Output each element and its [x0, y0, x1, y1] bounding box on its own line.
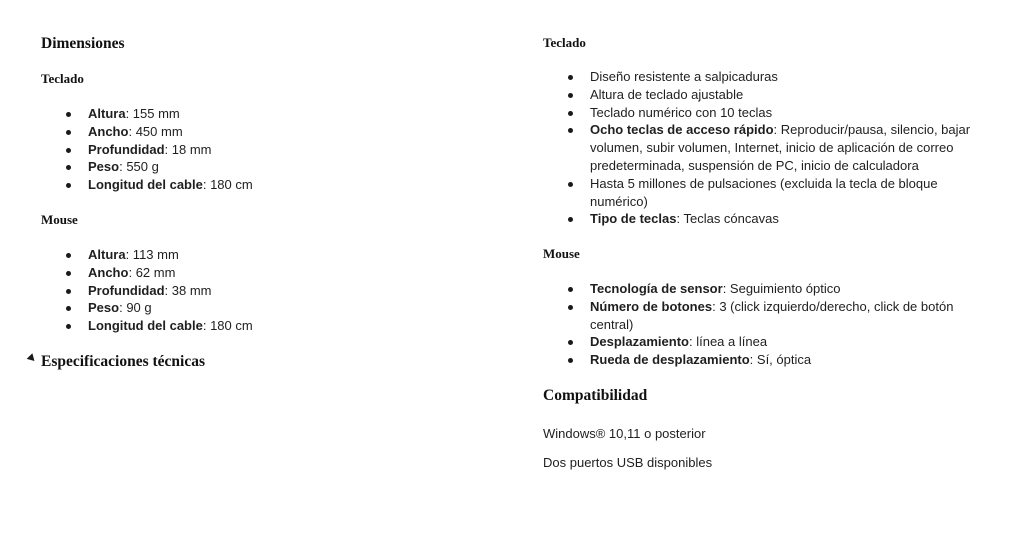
spec-item: Altura: 113 mm	[41, 246, 481, 264]
spec-value: Sí, óptica	[753, 352, 812, 368]
spec-value: línea a línea	[692, 334, 768, 350]
spec-label: Altura	[88, 247, 126, 262]
spec-value: Teclas cóncavas	[680, 211, 779, 227]
spec-label: Profundidad	[88, 282, 165, 298]
spec-value: 180 cm	[206, 177, 253, 193]
right-mouse-list	[543, 280, 983, 369]
spec-item	[543, 68, 983, 86]
left-mouse-list	[41, 246, 481, 335]
spec-item: Altura: 155 mm	[41, 105, 481, 123]
spec-value: 38 mm	[168, 282, 212, 298]
dimensions-heading: Dimensiones	[41, 35, 125, 52]
spec-label: Peso	[88, 159, 120, 175]
left-keyboard-heading: Teclado	[41, 71, 84, 86]
spec-item	[543, 175, 983, 211]
spec-item: Longitud del cable: 180 cm	[41, 317, 481, 335]
spec-item: Peso: 90 g	[41, 299, 481, 317]
spec-value: 18 mm	[168, 141, 212, 157]
spec-value: 450 mm	[132, 123, 183, 139]
spec-label: Longitud del cable	[88, 318, 203, 334]
spec-item: Número de botones: 3 (click izquierdo/derecho, click de botón central)	[543, 298, 983, 334]
spec-label: Tipo de teclas	[590, 211, 677, 227]
spec-item: Ocho teclas de acceso rápido: Reproducir/pausa, silencio, bajar volumen, subir volumen, Internet, inicio de aplicación de correo predeterminada, suspensión de PC, inicio de calculadora	[543, 121, 983, 174]
compatibility-heading: Compatibilidad	[543, 387, 648, 404]
spec-item: Peso: 550 g	[41, 158, 481, 176]
spec-label: Altura	[88, 106, 126, 121]
spec-item: Longitud del cable: 180 cm	[41, 176, 481, 194]
left-mouse-heading: Mouse	[41, 212, 78, 227]
spec-item: Profundidad: 18 mm	[41, 141, 481, 159]
right-mouse-heading: Mouse	[543, 246, 580, 261]
spec-label: Peso	[88, 300, 120, 316]
spec-value: Reproducir/pausa, silencio, bajar volumen, subir volumen, Internet, inicio de aplicación de correo predeterminada, suspensión de PC, inicio de calculadora	[590, 122, 971, 173]
spec-value: 3 (click izquierdo/derecho, click de botón central)	[590, 298, 954, 332]
tech-specs-toggle[interactable]	[0, 352, 230, 372]
spec-value: 113 mm	[129, 247, 179, 262]
spec-item	[543, 86, 983, 104]
spec-item: Ancho: 450 mm	[41, 123, 481, 141]
spec-label: Longitud del cable	[88, 177, 203, 193]
spec-value: 155 mm	[129, 106, 180, 121]
spec-label: Tecnología de sensor	[590, 281, 723, 296]
right-keyboard-list	[543, 68, 983, 228]
collapse-triangle-icon[interactable]	[27, 353, 38, 364]
spec-value: 62 mm	[132, 264, 176, 280]
spec-item	[543, 104, 983, 122]
spec-label: Profundidad	[88, 141, 165, 157]
spec-value: 550 g	[122, 159, 159, 175]
spec-item: Rueda de desplazamiento: Sí, óptica	[543, 351, 983, 369]
spec-label: Desplazamiento	[590, 334, 689, 350]
spec-item: Tecnología de sensor: Seguimiento óptico	[543, 280, 983, 298]
spec-item: Ancho: 62 mm	[41, 264, 481, 282]
spec-value: 90 g	[122, 300, 152, 316]
spec-label: Ancho	[88, 264, 129, 280]
spec-value: Hasta 5 millones de pulsaciones (excluida la tecla de bloque numérico)	[590, 175, 938, 209]
spec-label: Ocho teclas de acceso rápido	[590, 122, 774, 138]
compat-line: Dos puertos USB disponibles	[543, 455, 713, 470]
spec-value: 180 cm	[206, 318, 253, 334]
spec-item: Tipo de teclas: Teclas cóncavas	[543, 210, 983, 228]
spec-label: Rueda de desplazamiento	[590, 352, 750, 368]
spec-value: Altura de teclado ajustable	[590, 86, 744, 102]
spec-value: Teclado numérico con 10 teclas	[590, 104, 773, 120]
spec-item: Desplazamiento: línea a línea	[543, 333, 983, 351]
spec-value: Seguimiento óptico	[726, 281, 841, 296]
spec-label: Ancho	[88, 123, 129, 139]
compat-line: Windows® 10,11 o posterior	[543, 426, 706, 441]
tech-specs-toggle-label[interactable]: Especificaciones técnicas	[41, 353, 206, 370]
right-keyboard-heading: Teclado	[543, 35, 586, 50]
spec-value: Diseño resistente a salpicaduras	[590, 69, 778, 84]
left-keyboard-list	[41, 105, 481, 194]
spec-item: Profundidad: 38 mm	[41, 282, 481, 300]
spec-label: Número de botones	[590, 298, 713, 314]
